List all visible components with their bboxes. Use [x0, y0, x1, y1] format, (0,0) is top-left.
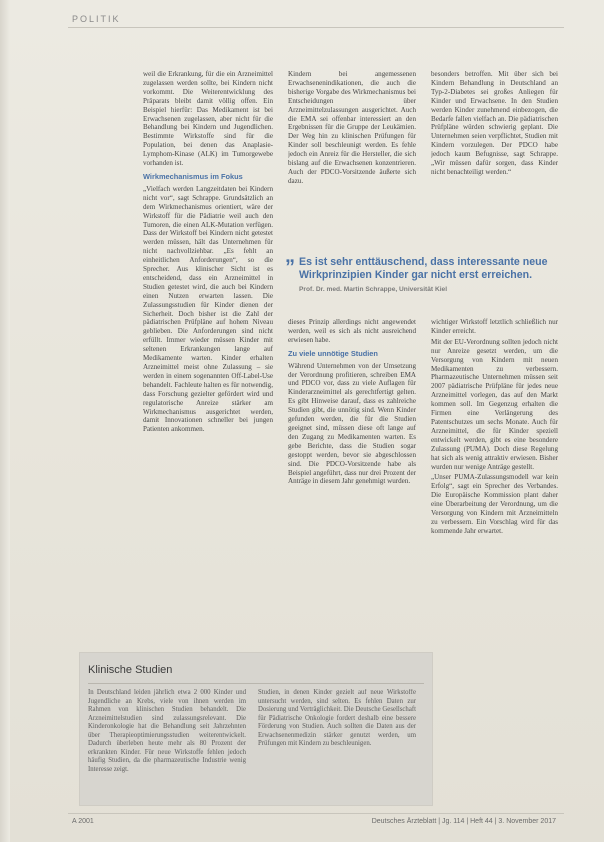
article-column-2-top: [288, 70, 416, 248]
pull-quote: [285, 256, 563, 293]
article-column-1: [143, 70, 273, 638]
info-box-divider: [88, 683, 424, 684]
paragraph: Studien, in denen Kinder gezielt auf neue Wirkstoffe untersucht werden, sind selten. Es fehlen Daten zur Dosierung und Verträglichkeit. Die Deutsche Gesellschaft für Pädiatrische Onkologie fordert deshalb eine bessere Förderung von Studien. Auch sollten die Daten aus der Erwachsenenmedizin stärker genutzt werden, um Prüfungen mit Kindern zu beschleunigen.: [258, 689, 416, 747]
paragraph: In Deutschland leiden jährlich etwa 2 000 Kinder und Jugendliche an Krebs, viele von ihnen werden im Rahmen von klinischen Studien behandelt. Die Arzneimittelstudien sind zulassungsrelevant. Die Kinderonkologie hat die Behandlung seit Jahrzehnten über Therapieoptimierungsstudien weiterentwickelt. Dadurch überleben heute mehr als 80 Prozent der erkrankten Kinder. Für neue Wirkstoffe fehlen jedoch häufig Studien, da die pharmazeutische Industrie wenig Interesse zeigt.: [88, 689, 246, 773]
paragraph: weil die Erkrankung, für die ein Arzneimittel zugelassen werden sollte, bei Kindern nicht vorkommt. Die Weiterentwicklung des Präparats bleibt damit völlig offen. Ein Beispiel hierfür: Das Medikament ist bei Erwachsenen zugelassen, aber nicht für die Behandlung bei Kindern und Jugendlichen. Bestimmte Wirkstoffe sind für die Population, bei denen das Anaplasie-Lymphom-Kinase (ALK) im Tumorgewebe vorhanden ist.: [143, 70, 273, 168]
pull-quote-author: Prof. Dr. med. Martin Schrappe, Universität Kiel: [299, 286, 448, 293]
info-box-clinical-studies: [79, 652, 433, 806]
paragraph: wichtiger Wirkstoff letztlich schließlich nur Kinder erreicht.: [431, 318, 558, 335]
paragraph: dieses Prinzip allerdings nicht angewendet werden, weil es sich als nicht ausreichend erwiesen habe.: [288, 318, 416, 344]
subheading-studies: Zu viele unnötige Studien: [288, 348, 378, 358]
info-box-title: Klinische Studien: [88, 664, 173, 676]
paragraph: Kindern bei angemessenen Erwachsenenindikationen, die auch die bisherige Vorgabe des Wirkmechanismus bei Entscheidungen über Arzneimittelzulassungen ausgerichtet. Auch die EMA sei offenbar interessiert an den Ergebnissen für die Gruppe der Leukämien. Der Weg hin zu klinischen Prüfungen für Kinder soll beschleunigt werden. Es fehle jedoch ein Anreiz für die Hersteller, die sich bislang auf die Erwachsenen konzentrieren. Auch der PDCO-Vorsitzende äußerte sich dazu.: [288, 70, 416, 185]
info-box-column-2: [258, 689, 416, 799]
page-number: A 2001: [72, 818, 94, 825]
header-divider: [68, 27, 564, 28]
article-column-3-bottom: [431, 318, 558, 838]
subheading-mechanism: Wirkmechanismus im Fokus: [143, 171, 243, 181]
section-tag: POLITIK: [72, 14, 121, 24]
paragraph: „Unser PUMA-Zulassungsmodell war kein Erfolg“, sagt ein Sprecher des Verbandes. Die Europäische Kommission plant daher eine Überarbeitung der Verordnung, um die Versorgung von Kindern mit Arzneimitteln zu verbessern. Ein Vorschlag wird für das kommende Jahr erwartet.: [431, 473, 558, 535]
info-box-column-1: [88, 689, 246, 799]
footer-divider: [68, 813, 564, 814]
paragraph: besonders betroffen. Mit über sich bei Kindern Behandlung in Deutschland an Typ-2-Diabetes sei großes Anliegen für Kinder und Erwachsene. In den Studien werden Kinder zunehmend einbezogen, die Bedarfe fallen vielfach an. Die pädiatrischen Prüfpläne würden schwierig geplant. Die Unternehmen seien verpflichtet, Studien mit Kindern vorzulegen. Der PDCO habe jedoch kaum Befugnisse, sagt Schrappe. „Wir müssen dafür sorgen, dass Kinder nicht benachteiligt werden.“: [431, 70, 558, 176]
paragraph: Mit der EU-Verordnung sollten jedoch nicht nur Anreize gesetzt werden, um die Versorgung von Kindern mit neuen Medikamenten zu verbessern. Pharmazeutische Unternehmen müssen seit 2007 pädiatrische Prüfpläne für jedes neue Arzneimittel vorlegen, das auf den Markt kommen soll. Im Gegenzug erhalten die Firmen eine Verlängerung des Patentschutzes um sechs Monate. Auch für Arzneimittel, die für Kinder speziell entwickelt werden, gibt es eine besondere Zulassung (PUMA). Doch diese Regelung hat sich als wenig attraktiv erwiesen. Bisher wurden nur wenige Anträge gestellt.: [431, 337, 558, 471]
article-column-3-top: [431, 70, 558, 248]
page-binding-shadow: [0, 0, 10, 842]
paragraph: Während Unternehmen von der Umsetzung der Verordnung profitieren, schreiben EMA und PDCO vor, dass zu viele Auflagen für Kinderarzneimittel als gerechtfertigt gelten. Es gibt Hinweise darauf, dass es zahlreiche Studien gibt, die unnötig sind. Wenn Kinder gefunden werden, die für die Studien geeignet sind, müssen diese oft lange auf den Zugang zu Medikamenten warten. Es gebe Berichte, dass die Studien sogar gestoppt werden, bevor sie abgeschlossen sind. Die PDCO-Vorsitzende habe als Beispiel angeführt, dass nur drei Prozent der Anträge in diesem Jahr genehmigt wurden.: [288, 361, 416, 486]
article-column-2-bottom: [288, 318, 416, 640]
pull-quote-text: „ Es ist sehr enttäuschend, dass interessante neue Wirkprinzipien Kinder gar nicht erst erreichen.: [285, 256, 563, 281]
paragraph: „Vielfach werden Langzeitdaten bei Kindern nicht vor“, sagt Schrappe. Grundsätzlich an dem Wirkmechanismus orientiert, wäre der Wirkstoff für die Pädiatrie weil auch den Tumoren, die einen ALK-Mutation verfügen. Dass der Wirkstoff bei Kindern nicht getestet werden müssen, hält das Unternehmen für nicht nachvollziehbar. „Es fehlt an einheitlichen Anforderungen“, so die Sprecher. Aus klinischer Sicht ist es entscheidend, dass ein Arzneimittel in Studien getestet wird, die auch bei Kindern einen Nutzen erwarten lassen. Die Zulassungsstudien für Kinder dienen der Sicherheit. Doch bisher ist die Zahl der pädiatrischen Prüfpläne auf hohem Niveau geblieben. Die Anforderungen sind nicht erfüllt. Immer wieder müssen Kinder mit seltenen Erkrankungen lange auf Medikamente warten. Kinder erhalten Arzneimittel meist ohne Zulassung – sie werden in einem sogenannten Off-Label-Use behandelt. Fachleute halten es für notwendig, dass Forschung gezielter gefördert wird und regulatorische Anreize stärker am Wirkmechanismus ausgerichtet werden, damit Innovationen schneller bei jungen Patienten ankommen.: [143, 184, 273, 434]
journal-citation: Deutsches Ärzteblatt | Jg. 114 | Heft 44 | 3. November 2017: [371, 818, 556, 825]
